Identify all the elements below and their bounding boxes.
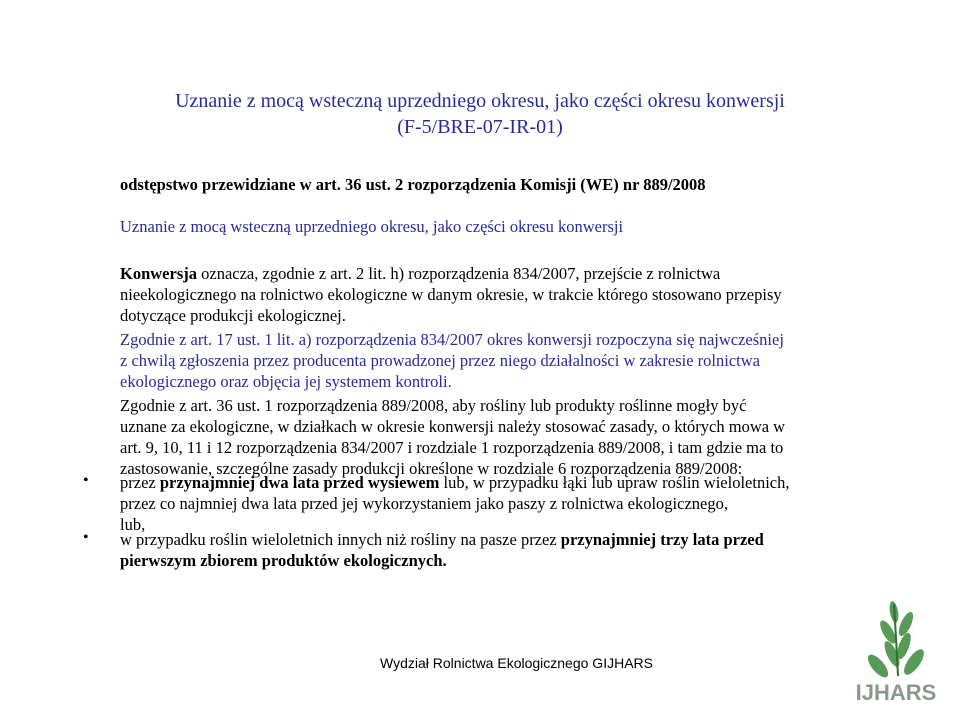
bullet-icon: • — [83, 472, 89, 489]
bullet-1-line-2: przez co najmniej dwa lata przed jej wykorzystaniem jako paszy z rolnictwa ekologicznego, — [120, 494, 728, 513]
bullet-1-pre: przez — [120, 473, 160, 492]
art17-line-1: Zgodnie z art. 17 ust. 1 lit. a) rozporządzenia 834/2007 okres konwersji rozpoczyna się najwcześniej — [120, 330, 784, 349]
konwersja-term: Konwersja — [120, 264, 197, 283]
ijhars-logo — [832, 596, 960, 716]
title-line-2: (F-5/BRE-07-IR-01) — [397, 116, 563, 138]
bullet-2-bold-2: pierwszym zbiorem produktów ekologicznych. — [120, 551, 447, 570]
art36-line-1: Zgodnie z art. 36 ust. 1 rozporządzenia 889/2008, aby rośliny lub produkty roślinne mogły być — [120, 396, 747, 415]
bullet-1-bold: przynajmniej dwa lata przed wysiewem — [159, 473, 440, 492]
art17-line-2: z chwilą zgłoszenia przez producenta prowadzonej przez niego działalności w zakresie rolnictwa — [120, 351, 760, 370]
bullet-1-post: lub, w przypadku łąki lub upraw roślin wieloletnich, — [439, 473, 790, 492]
title-line-1: Uznanie z mocą wsteczną uprzedniego okresu, jako części okresu konwersji — [175, 90, 785, 112]
subject-heading: Uznanie z mocą wsteczną uprzedniego okresu, jako części okresu konwersji — [120, 217, 624, 236]
bullet-item-1 — [120, 472, 880, 535]
art36-line-4: zastosowanie, szczególne zasady produkcji określone w rozdziale 6 rozporządzenia 889/2008: — [120, 459, 743, 478]
konwersja-paragraph — [120, 263, 880, 326]
art36-line-3: art. 9, 10, 11 i 12 rozporządzenia 834/2007 i rozdziale 1 rozporządzenia 889/2008, i tam gdzie ma to — [120, 438, 784, 457]
art36-paragraph — [120, 395, 880, 479]
konwersja-line-1: oznacza, zgodnie z art. 2 lit. h) rozporządzenia 834/2007, przejście z rolnictwa — [197, 264, 721, 283]
art17-line-3: ekologicznego oraz objęcia jej systemem kontroli. — [120, 372, 452, 391]
footer-text: Wydział Rolnictwa Ekologicznego GIJHARS — [380, 655, 653, 671]
page-title — [120, 88, 840, 140]
bullet-2-pre: w przypadku roślin wieloletnich innych niż rośliny na pasze przez — [120, 530, 561, 549]
bullet-icon: • — [83, 529, 89, 546]
konwersja-line-2: nieekologicznego na rolnictwo ekologiczne w danym okresie, w trakcie którego stosowano przepisy — [120, 285, 782, 304]
derogation-heading: odstępstwo przewidziane w art. 36 ust. 2 rozporządzenia Komisji (WE) nr 889/2008 — [120, 175, 706, 194]
logo-text: IJHARS — [855, 680, 937, 705]
bullet-2-bold-1: przynajmniej trzy lata przed — [560, 530, 764, 549]
konwersja-line-3: dotyczące produkcji ekologicznej. — [120, 306, 346, 325]
art36-line-2: uznane za ekologiczne, w działkach w okresie konwersji należy stosować zasady, o których mowa w — [120, 417, 786, 436]
bullet-1-line-3: lub, — [120, 515, 146, 534]
art17-paragraph — [120, 329, 880, 392]
bullet-item-2 — [120, 529, 880, 571]
